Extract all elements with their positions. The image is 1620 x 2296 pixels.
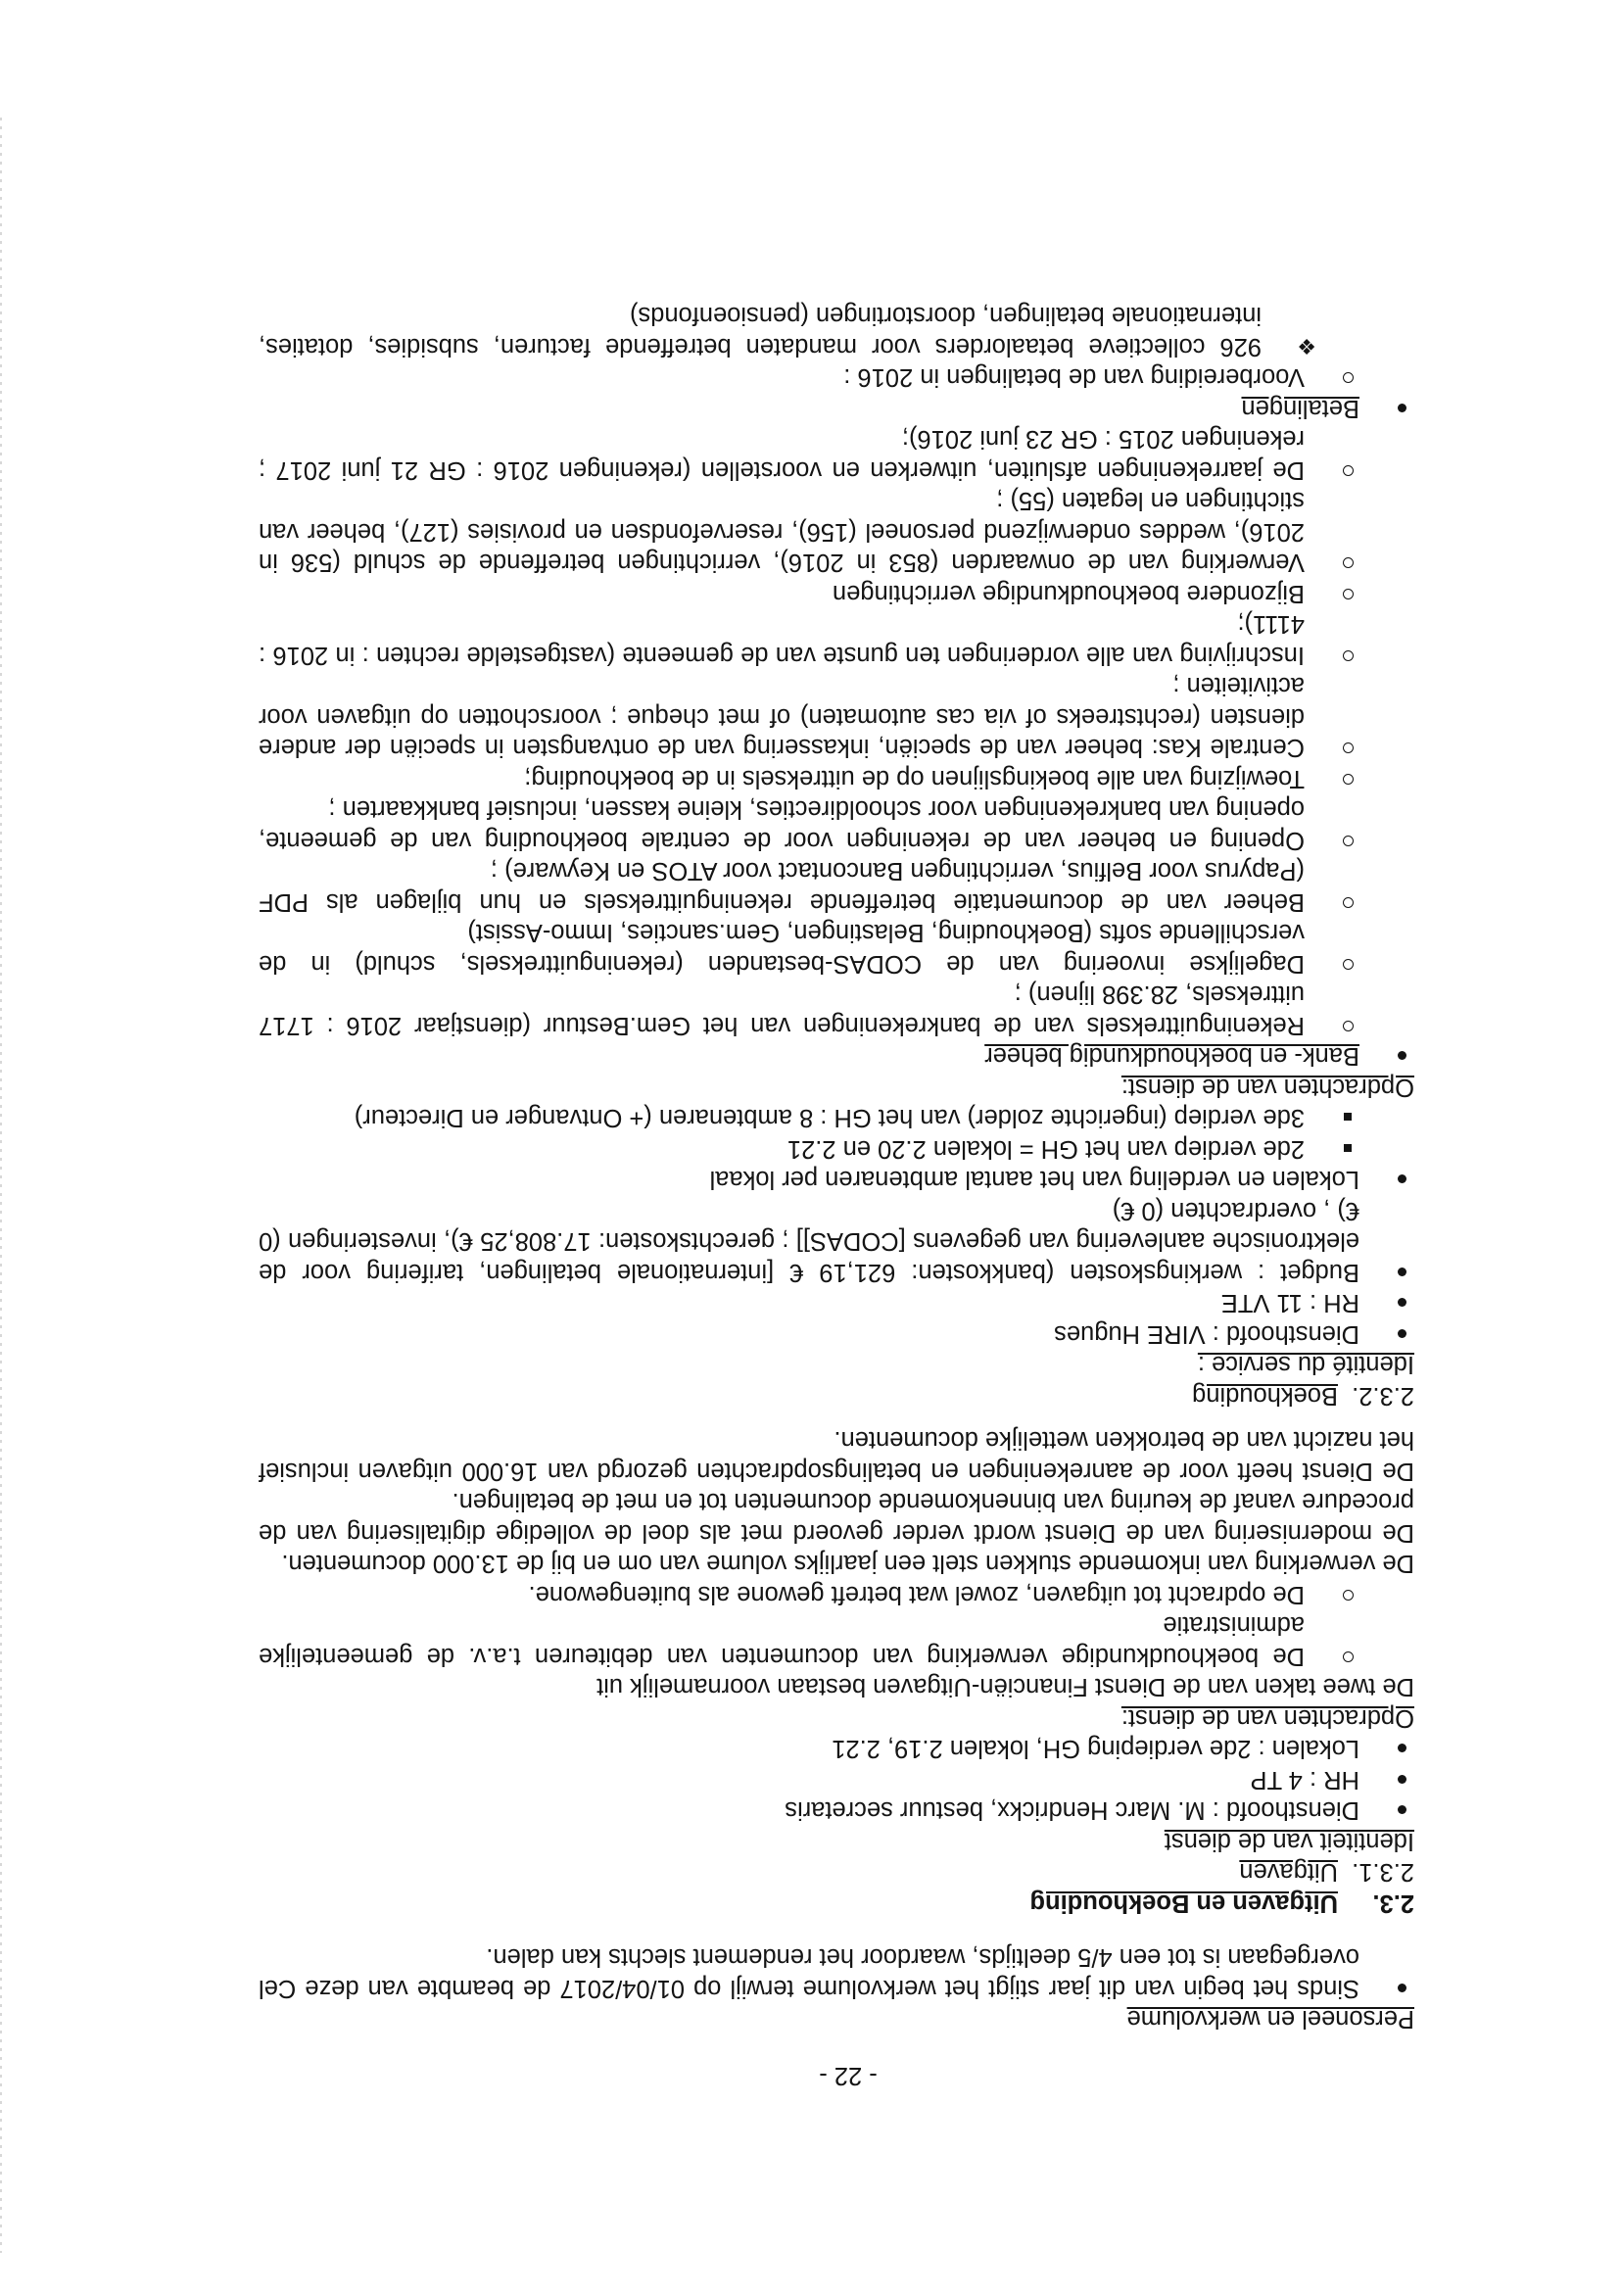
location-item: 3de verdiep (ingerichte zolder) van het GH : 8 ambtenaren (+ Ontvanger en Directeur) bbox=[354, 1104, 1305, 1132]
personeel-text: Sinds het begin van dit jaar stijgt het werkvolume terwijl op 01/04/2017 de beambte van deze Cel overgegaan is tot een 4/5 deeltijds, waardoor het rendement slechts kan dalen. bbox=[259, 1943, 1359, 2002]
circle-bullet-icon bbox=[1305, 1641, 1359, 1672]
bank-item: Bijzondere boekhoudkundige verrichtingen bbox=[833, 580, 1305, 607]
subsection-number: 2.3.2. bbox=[1352, 1382, 1414, 1410]
list-item bbox=[259, 608, 1414, 670]
list-item bbox=[259, 1164, 1414, 1195]
bank-item: Inschrijving van alle vorderingen ten gunste van de gemeente (vastgestelde rechten : in 2016 : 4111); bbox=[259, 610, 1305, 669]
square-bullet-icon bbox=[1305, 1133, 1359, 1165]
bullet-icon bbox=[1359, 1318, 1414, 1350]
list-item bbox=[259, 1764, 1414, 1795]
uitgaven-task: De boekhoudkundige verwerking van documenten van debiteuren t.a.v. de gemeentelijke administratie bbox=[259, 1611, 1305, 1670]
boekhouding-identity-heading: Identité du service : bbox=[1197, 1351, 1414, 1379]
circle-bullet-icon bbox=[1305, 454, 1359, 486]
circle-bullet-icon bbox=[1305, 732, 1359, 763]
bank-item: Toewijzing van alle boekingslijnen op de uittreksels in de boekhouding; bbox=[524, 765, 1305, 792]
boekhouding-item: Lokalen en verdeling van het aantal ambtenaren per lokaal bbox=[709, 1166, 1359, 1194]
bullet-icon bbox=[1359, 1973, 1414, 2004]
circle-bullet-icon bbox=[1305, 886, 1359, 918]
bank-item: Centrale Kas: beheer van de speciën, inkassering van de ontvangsten in speciën der andere diensten (rechtstreeks of via cas automaten) of met cheque ; voorschotten op uitgaven voor activiteiten ; bbox=[259, 672, 1305, 762]
uitgaven-identity-item: Lokalen : 2de verdieping GH, lokalen 2.19, 2.21 bbox=[832, 1735, 1359, 1763]
page-number: - 22 - bbox=[819, 2062, 878, 2089]
list-item bbox=[259, 979, 1414, 1040]
boekhouding-item: Diensthoofd : VIRE Hugues bbox=[1054, 1320, 1359, 1348]
circle-bullet-icon bbox=[1305, 547, 1359, 578]
circle-bullet-icon bbox=[1305, 1010, 1359, 1041]
subsection-heading-uitgaven bbox=[259, 1856, 1414, 1888]
list-item bbox=[259, 1794, 1414, 1826]
list-item bbox=[259, 578, 1414, 609]
uitgaven-task: De opdracht tot uitgaven, zowel wat betreft gewone als buitengewone. bbox=[528, 1581, 1305, 1608]
list-item bbox=[259, 361, 1414, 393]
list-item bbox=[259, 763, 1414, 794]
circle-bullet-icon bbox=[1305, 640, 1359, 671]
bank-item: Dagelijkse invoering van de CODAS-bestanden (rekeninguittreksels, schuld) in de verschillende softs (Boekhouding, Belastingen, Gem.sancties, Immo-Assist) bbox=[259, 919, 1305, 978]
bullet-icon bbox=[1359, 1733, 1414, 1764]
uitgaven-paragraph: De modernisering van de Dienst wordt verder gevoerd met als doel de volledige digitalisering van de procedure vanaf de keuring van binnenkomende documenten tot en met de betalingen. bbox=[259, 1488, 1414, 1547]
bullet-icon bbox=[1359, 1164, 1414, 1195]
bank-item: Opening en beheer van de rekeningen voor de centrale boekhouding van de gemeente, opening van bankrekeningen voor schooldirecties, kleine kassen, inclusief bankkaarten ; bbox=[259, 795, 1305, 854]
list-item bbox=[259, 1318, 1414, 1350]
uitgaven-identity-item: HR : 4 TP bbox=[1250, 1766, 1359, 1794]
bullet-icon bbox=[1359, 393, 1414, 424]
uitgaven-tasks-heading: Opdrachten van de dienst: bbox=[1120, 1704, 1414, 1732]
subsection-title: Uitgaven bbox=[1239, 1858, 1338, 1887]
bank-item: Rekeninguittreksels van de bankrekeningen van het Gem.Bestuur (dienstjaar 2016 : 1717 uittreksels, 28.398 lijnen) ; bbox=[259, 981, 1305, 1039]
subsection-number: 2.3.1. bbox=[1352, 1858, 1414, 1887]
section-number: 2.3. bbox=[1372, 1889, 1414, 1917]
boekhouding-tasks-heading: Opdrachten van de dienst: bbox=[1120, 1074, 1414, 1101]
list-item bbox=[259, 1102, 1414, 1133]
circle-bullet-icon bbox=[1305, 825, 1359, 856]
bank-heading: Bank- en boekhoudkundig beheer bbox=[984, 1042, 1359, 1071]
uitgaven-paragraph: De Dienst heeft voor de aanrekeningen en betalingsopdrachten gezorgd van 16.000 uitgaven inclusief het nazicht van de betrokken wettelijke documenten. bbox=[259, 1426, 1414, 1485]
circle-bullet-icon bbox=[1305, 361, 1359, 393]
uitgaven-identity-heading: Identiteit van de dienst bbox=[1164, 1828, 1414, 1855]
list-item bbox=[259, 1287, 1414, 1318]
list-item bbox=[259, 1733, 1414, 1764]
diamond-bullet-icon: ❖ bbox=[1297, 334, 1316, 359]
payments-sub-item: 926 collectieve betaalorders voor mandaten betreffende facturen, subsidies, dotaties, internationale betalingen, doorstortingen (pensioenfonds) bbox=[259, 302, 1262, 360]
circle-bullet-icon bbox=[1305, 763, 1359, 794]
bank-list bbox=[259, 423, 1414, 1040]
bullet-icon bbox=[1359, 1040, 1414, 1072]
list-item bbox=[259, 485, 1414, 578]
bank-item: De jaarrekeningen afsluiten, uitwerken en voorstellen (rekeningen 2016 : GR 21 juni 2017 ; rekeningen 2015 : GR 23 juni 2016); bbox=[259, 425, 1305, 484]
uitgaven-paragraph: De verwerking van inkomende stukken stelt een jaarlijks volume van om en bij de 13.000 documenten. bbox=[281, 1550, 1414, 1578]
boekhouding-item: RH : 11 VTE bbox=[1220, 1289, 1359, 1317]
circle-bullet-icon bbox=[1305, 948, 1359, 980]
list-item bbox=[259, 1609, 1414, 1671]
payments-heading: Betalingen bbox=[1241, 395, 1359, 422]
subsection-title: Boekhouding bbox=[1192, 1382, 1338, 1410]
list-item bbox=[259, 1579, 1414, 1610]
list-item bbox=[259, 855, 1414, 917]
bullet-icon bbox=[1359, 1764, 1414, 1795]
list-item bbox=[259, 423, 1414, 485]
circle-bullet-icon bbox=[1305, 1579, 1359, 1610]
bullet-icon bbox=[1359, 1257, 1414, 1288]
list-item bbox=[259, 917, 1414, 979]
bullet-icon bbox=[1359, 1287, 1414, 1318]
uitgaven-tasks-intro: De twee taken van de Dienst Financiën-Uitgaven bestaan voornamelijk uit bbox=[596, 1673, 1414, 1701]
uitgaven-identity-item: Diensthoofd : M. Marc Hendrickx, bestuur secretaris bbox=[785, 1796, 1359, 1825]
bank-item: Beheer van de documentatie betreffende rekeninguittreksels en hun bijlagen als PDF (Papyrus voor Belfius, verrichtingen Bancontact voor ATOS en Keyware) ; bbox=[259, 857, 1305, 916]
payments-item: Voorbereiding van de betalingen in 2016 : bbox=[843, 363, 1305, 392]
personeel-heading: Personeel en werkvolume bbox=[1126, 2005, 1414, 2033]
bank-item: Verwerking van de onwaarden (853 in 2016), verrichtingen betreffende de schuld (536 in 2016), weddes onderwijzend personeel (156), reservefondsen en provisies (127), beheer van stichtingen en legaten (55) ; bbox=[259, 487, 1305, 577]
section-heading bbox=[259, 1888, 1414, 1919]
list-item bbox=[259, 670, 1414, 763]
list-item bbox=[259, 793, 1414, 855]
subsection-heading-boekhouding bbox=[259, 1380, 1414, 1411]
list-item bbox=[259, 393, 1414, 424]
list-item bbox=[259, 1040, 1414, 1072]
location-item: 2de verdiep van het GH = lokalen 2.20 en 2.21 bbox=[786, 1135, 1305, 1163]
list-item bbox=[259, 300, 1414, 361]
list-item bbox=[259, 1195, 1414, 1288]
circle-bullet-icon bbox=[1305, 578, 1359, 609]
square-bullet-icon bbox=[1305, 1102, 1359, 1133]
page-content bbox=[259, 300, 1414, 2090]
section-title: Uitgaven en Boekhouding bbox=[1029, 1889, 1338, 1917]
personeel-bullet bbox=[259, 1941, 1414, 2003]
list-item bbox=[259, 1133, 1414, 1165]
bullet-icon bbox=[1359, 1794, 1414, 1826]
boekhouding-item: Budget : werkingskosten (bankkosten: 621,19 € [internationale betalingen, tarifering voor de elektronische aanlevering van gegevens [CODAS]] ; gerechtskosten: 17.808,25 €), investeringen (0 €) , overdrachten (0 €) bbox=[259, 1197, 1359, 1286]
